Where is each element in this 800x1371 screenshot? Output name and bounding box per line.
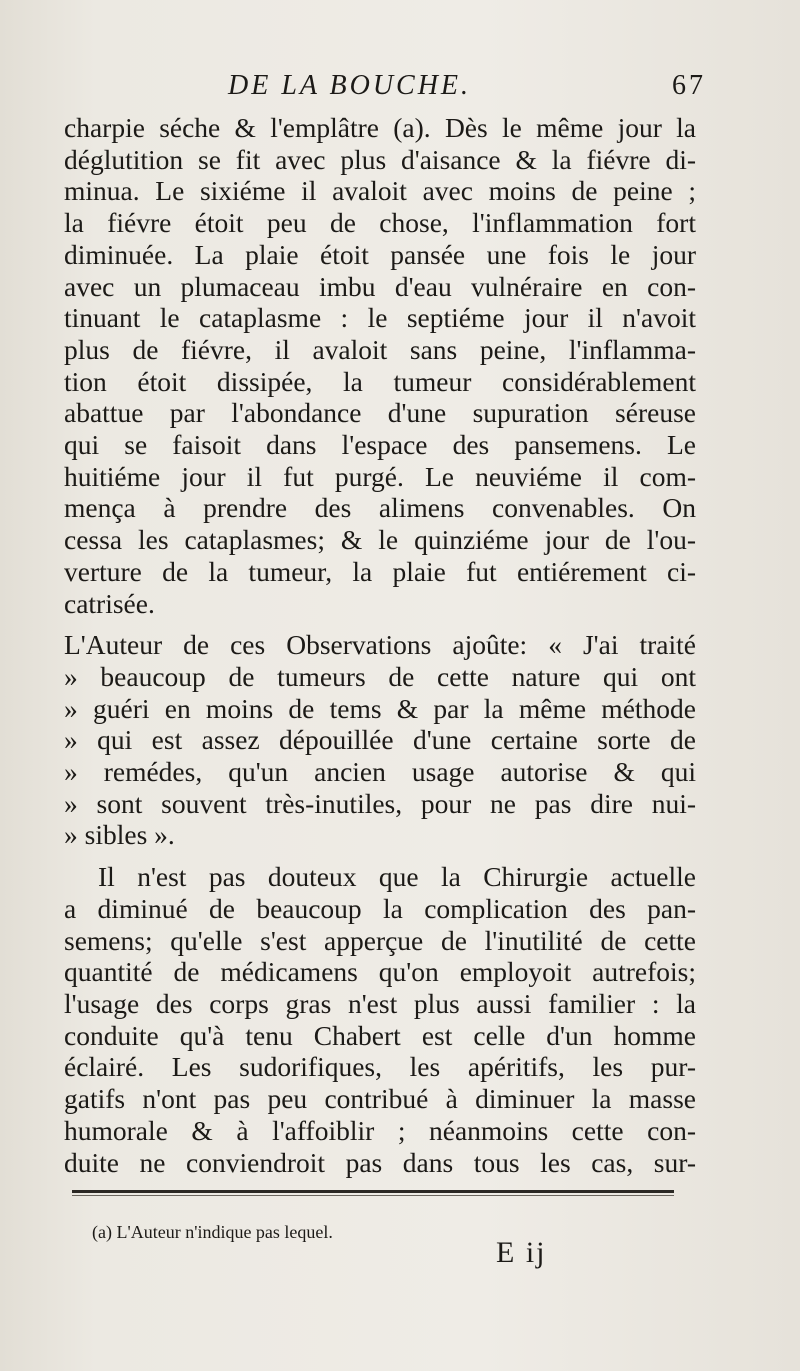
- paragraph-3: [64, 861, 696, 1178]
- running-title: DE LA BOUCHE.: [228, 70, 472, 101]
- footnote-rule: [72, 1190, 674, 1193]
- body-text: [64, 112, 696, 1178]
- text-line: abattue par l'abondance d'une supuration séreuse: [64, 397, 696, 429]
- text-line: mença à prendre des alimens convenables. On: [64, 492, 696, 524]
- text-line: avec un plumaceau imbu d'eau vulnéraire en con-: [64, 270, 696, 302]
- text-line: L'Auteur de ces Observations ajoûte: « J'ai traité: [64, 629, 696, 661]
- footnote: (a) L'Auteur n'indique pas lequel.: [92, 1222, 333, 1242]
- text-line: » sibles ».: [64, 819, 175, 851]
- paragraph-1: [64, 112, 696, 619]
- text-line: Il n'est pas douteux que la Chirurgie actuelle: [98, 861, 696, 893]
- text-line: diminuée. La plaie étoit pansée une fois le jour: [64, 238, 696, 270]
- text-line: éclairé. Les sudorifiques, les apéritifs, les pur-: [64, 1051, 696, 1083]
- text-line: » beaucoup de tumeurs de cette nature qui ont: [64, 660, 696, 692]
- text-line: humorale & à l'affoiblir ; néanmoins cette con-: [64, 1114, 696, 1146]
- text-line: la fiévre étoit peu de chose, l'inflammation fort: [64, 207, 696, 239]
- text-line: huitiéme jour il fut purgé. Le neuviéme il com-: [64, 460, 696, 492]
- text-line: déglutition se fit avec plus d'aisance & la fiévre di-: [64, 143, 696, 175]
- text-line: plus de fiévre, il avaloit sans peine, l'inflamma-: [64, 333, 696, 365]
- text-line: qui se faisoit dans l'espace des pansemens. Le: [64, 429, 696, 461]
- text-line: » remédes, qu'un ancien usage autorise & qui: [64, 756, 696, 788]
- paragraph-2: [64, 629, 696, 851]
- text-line: » qui est assez dépouillée d'une certaine sorte de: [64, 724, 696, 756]
- text-line: gatifs n'ont pas peu contribué à diminuer la masse: [64, 1083, 696, 1115]
- text-line: l'usage des corps gras n'est plus aussi familier : la: [64, 987, 696, 1019]
- text-line: tinuant le cataplasme : le septiéme jour il n'avoit: [64, 302, 696, 334]
- page-number: 67: [672, 70, 706, 101]
- text-line: charpie séche & l'emplâtre (a). Dès le même jour la: [64, 112, 696, 143]
- text-line: tion étoit dissipée, la tumeur considérablement: [64, 365, 696, 397]
- signature-mark: E ij: [496, 1236, 547, 1269]
- text-line: duite ne conviendroit pas dans tous les cas, sur-: [64, 1146, 696, 1178]
- text-line: semens; qu'elle s'est apperçue de l'inutilité de cette: [64, 924, 696, 956]
- footnote-rule-thin: [72, 1195, 674, 1196]
- text-line: minua. Le sixiéme il avaloit avec moins de peine ;: [64, 175, 696, 207]
- text-line: catrisée.: [64, 587, 155, 619]
- running-head: [228, 70, 706, 106]
- text-line: a diminué de beaucoup la complication des pan-: [64, 892, 696, 924]
- text-line: » sont souvent très-inutiles, pour ne pas dire nui-: [64, 787, 696, 819]
- text-line: cessa les cataplasmes; & le quinziéme jour de l'ou-: [64, 524, 696, 556]
- text-line: » guéri en moins de tems & par la même méthode: [64, 692, 696, 724]
- text-line: quantité de médicamens qu'on employoit autrefois;: [64, 956, 696, 988]
- text-line: conduite qu'à tenu Chabert est celle d'un homme: [64, 1019, 696, 1051]
- text-line: verture de la tumeur, la plaie fut entiérement ci-: [64, 555, 696, 587]
